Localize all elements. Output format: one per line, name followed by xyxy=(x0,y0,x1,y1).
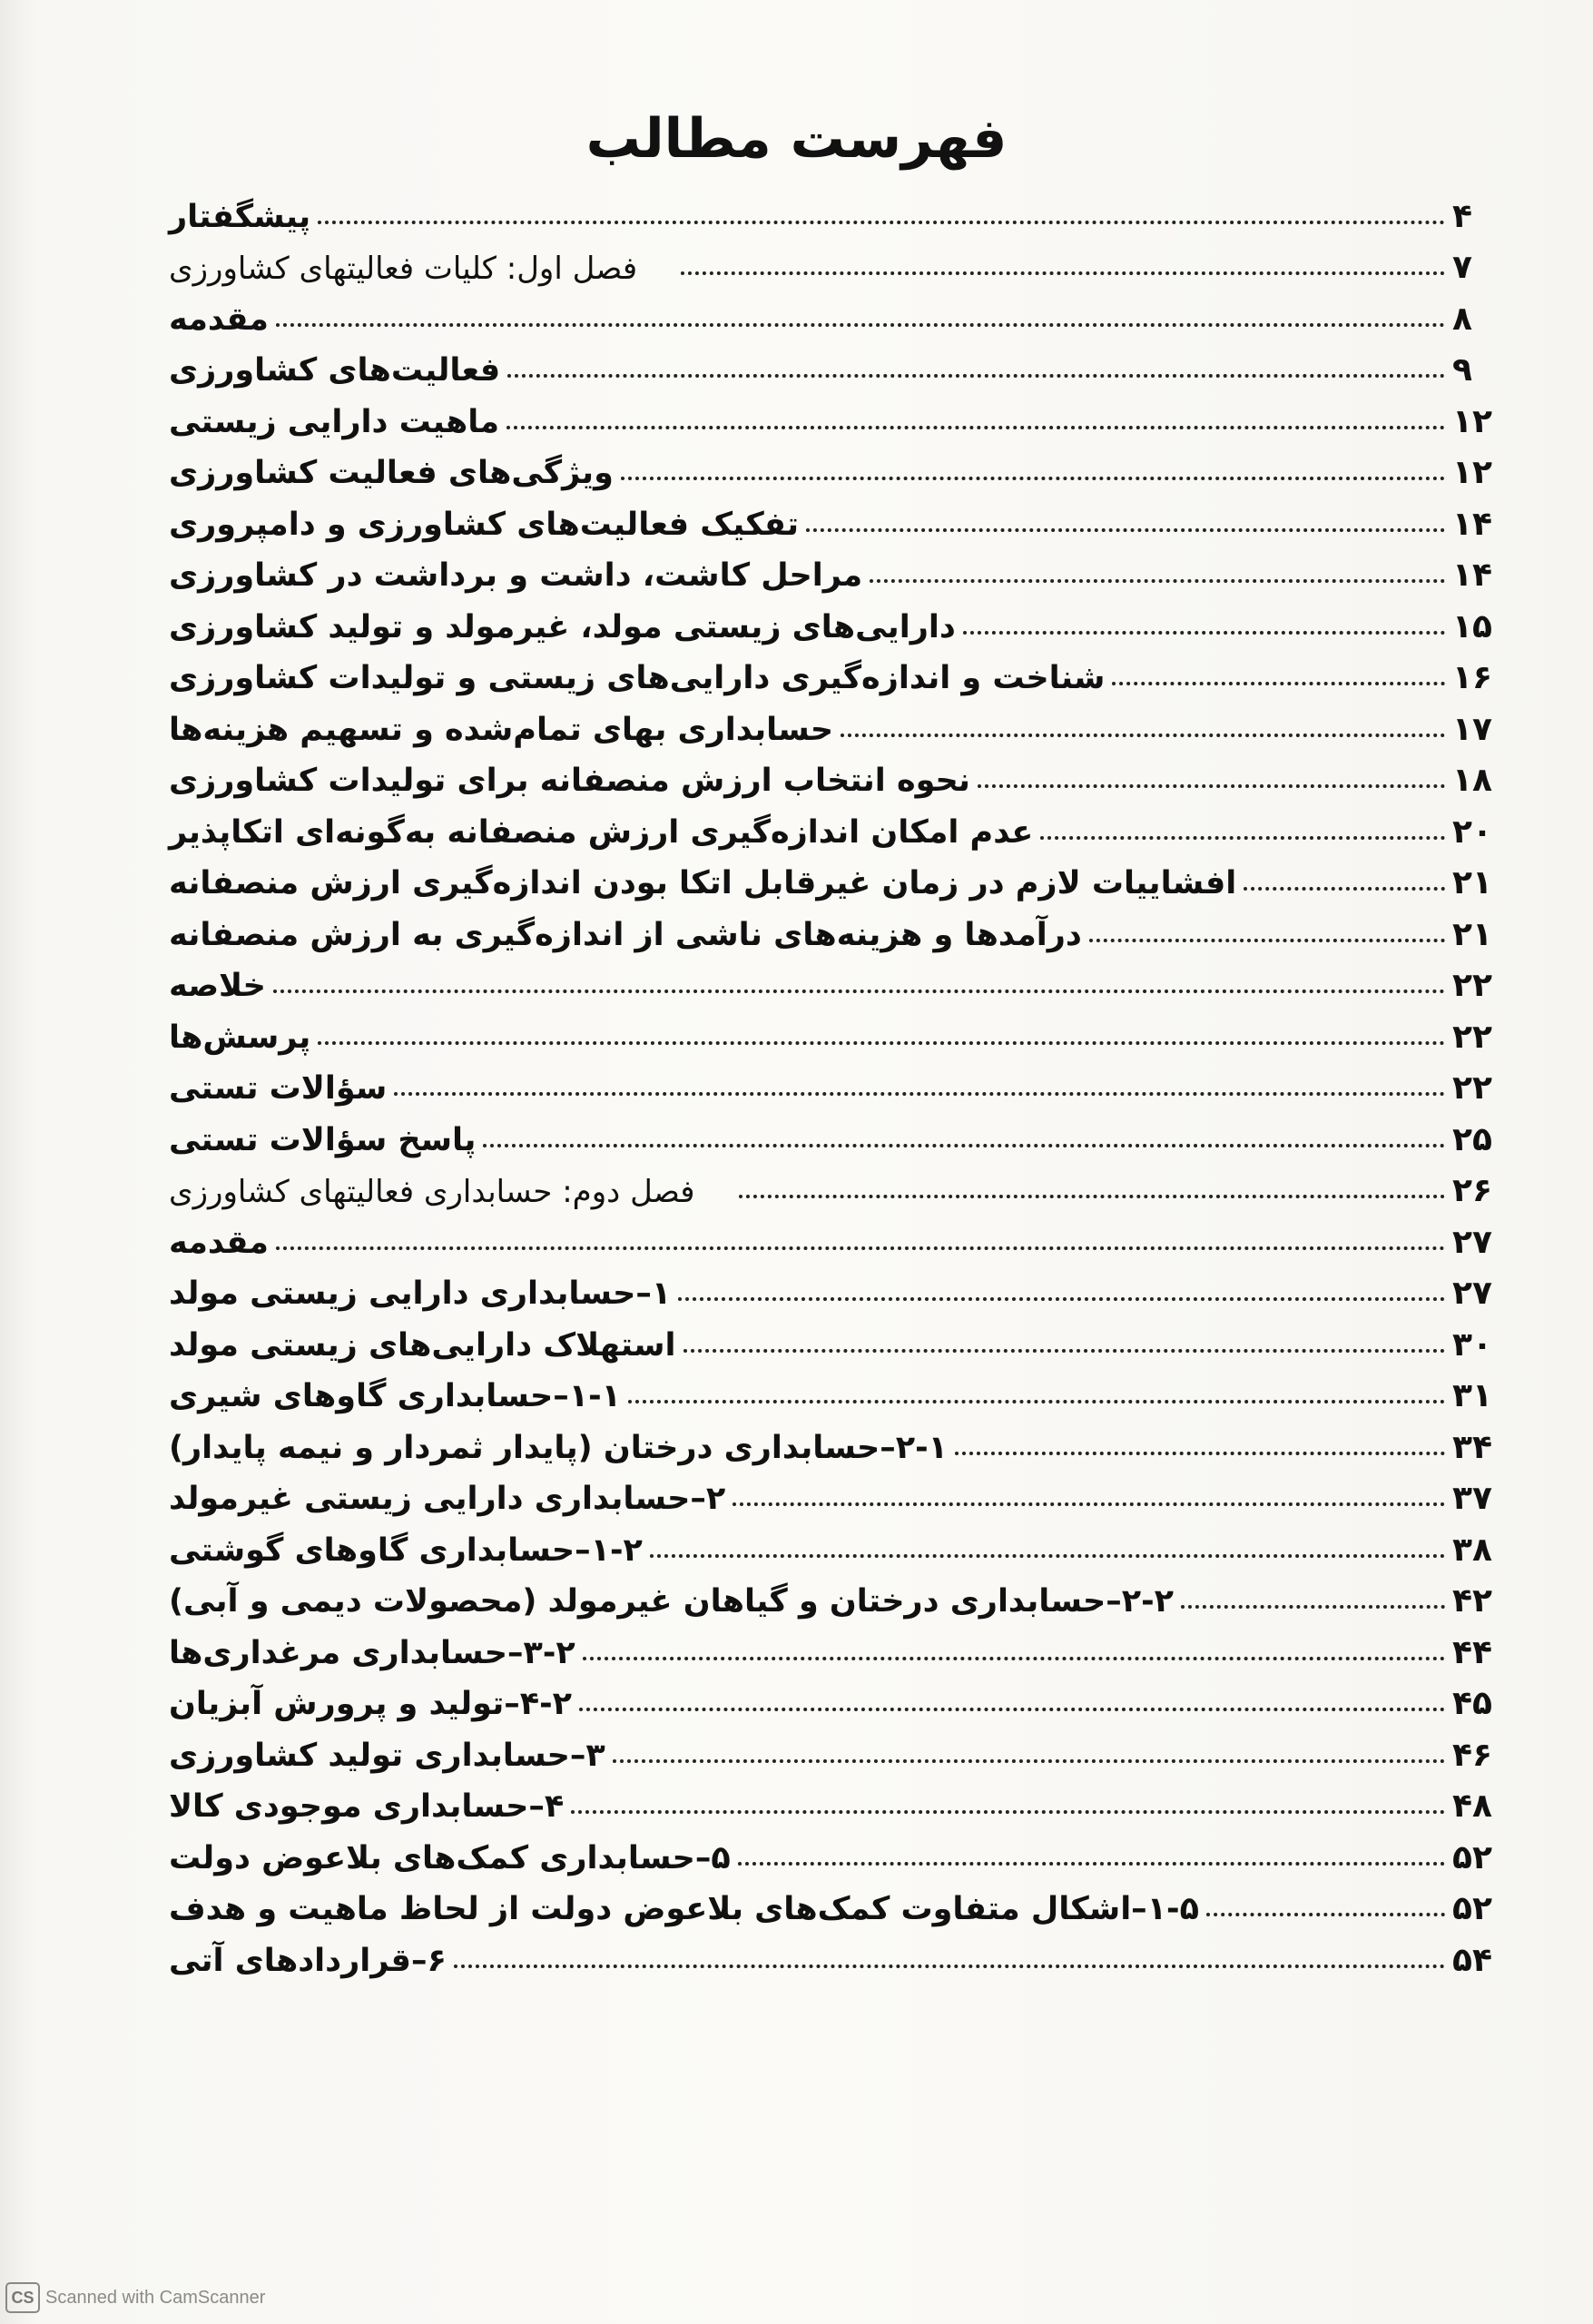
dot-leader xyxy=(978,784,1445,788)
toc-page-number: ۱۶ xyxy=(1452,659,1492,696)
toc-entry xyxy=(163,1105,1507,1157)
toc-entry xyxy=(163,1413,1507,1464)
toc-entry-label: پیشگفتار xyxy=(169,198,311,235)
toc-entry-label: عدم امکان اندازه‌گیری ارزش منصفانه به‌گونه‌ای اتکاپذیر xyxy=(169,813,1034,851)
dot-leader xyxy=(841,734,1445,737)
dot-leader xyxy=(276,323,1445,327)
toc-entry xyxy=(163,1002,1507,1054)
toc-entry-label: شناخت و اندازه‌گیری دارایی‌های زیستی و تولیدات کشاورزی xyxy=(169,660,1106,696)
toc-entry-label: ۱-۲–حسابداری گاوهای گوشتی xyxy=(169,1531,643,1569)
toc-entry-label: مراحل کاشت، داشت و برداشت در کشاورزی xyxy=(169,557,863,594)
toc-entry-label: ۶–قراردادهای آتی xyxy=(169,1942,447,1979)
toc-page-number: ۴۴ xyxy=(1452,1633,1492,1671)
toc-entry-label: تفکیک فعالیت‌های کشاورزی و دامپروری xyxy=(169,506,800,543)
toc-page-number: ۲۰ xyxy=(1452,812,1492,851)
page-title: فهرست مطالب xyxy=(585,107,1008,171)
toc-page-number: ۳۰ xyxy=(1452,1325,1492,1364)
toc-page-number: ۳۸ xyxy=(1452,1531,1492,1569)
toc-entry xyxy=(163,694,1507,746)
dot-leader xyxy=(483,1144,1445,1147)
toc-page-number: ۲۲ xyxy=(1452,1018,1492,1056)
toc-entry-label: ۴–حسابداری موجودی کالا xyxy=(169,1788,565,1825)
toc-entry-label: مقدمه xyxy=(169,300,269,338)
toc-page-number: ۳۴ xyxy=(1452,1428,1492,1466)
toc-entry-label: درآمدها و هزینه‌های ناشی از اندازه‌گیری به ارزش منصفانه xyxy=(169,916,1082,953)
toc-entry-label: ماهیت دارایی زیستی xyxy=(169,403,500,440)
watermark-text: Scanned with CamScanner xyxy=(45,2287,266,2308)
toc-page-number: ۱۴ xyxy=(1452,556,1492,594)
toc-entry xyxy=(163,592,1507,644)
toc-entry-label: ۳–حسابداری تولید کشاورزی xyxy=(169,1737,605,1774)
scanner-watermark xyxy=(5,2282,265,2313)
dot-leader xyxy=(273,990,1445,993)
toc-page-number: ۲۷ xyxy=(1452,1223,1492,1261)
toc-chapter-heading xyxy=(163,233,1507,285)
toc-entry-label: حسابداری بهای تمام‌شده و تسهیم هزینه‌ها xyxy=(169,711,834,748)
toc-entry xyxy=(163,1618,1507,1669)
dot-leader xyxy=(806,528,1445,532)
toc-page-number: ۱۸ xyxy=(1452,762,1492,799)
dot-leader xyxy=(454,1965,1445,1968)
toc-page-number: ۱۲ xyxy=(1452,402,1492,440)
toc-entry xyxy=(163,541,1507,593)
dot-leader xyxy=(571,1810,1445,1814)
toc-entry-label: ۱–حسابداری دارایی زیستی مولد xyxy=(169,1275,672,1312)
toc-entry-label: خلاصه xyxy=(169,968,266,1004)
toc-page-number: ۷ xyxy=(1452,249,1472,286)
toc-entry xyxy=(163,1567,1507,1619)
dot-leader xyxy=(506,426,1445,429)
toc-entry xyxy=(163,387,1507,438)
dot-leader xyxy=(733,1502,1445,1506)
dot-leader xyxy=(583,1657,1445,1660)
dot-leader xyxy=(579,1708,1445,1711)
toc-page-number: ۱۵ xyxy=(1452,607,1492,645)
toc-entry xyxy=(163,182,1507,233)
toc-entry xyxy=(163,284,1507,336)
toc-entry xyxy=(163,1823,1507,1875)
table-of-contents xyxy=(163,182,1507,1977)
toc-entry xyxy=(163,1362,1507,1413)
dot-leader xyxy=(739,1195,1445,1198)
dot-leader xyxy=(276,1246,1445,1250)
dot-leader xyxy=(621,477,1445,480)
toc-entry xyxy=(163,1720,1507,1772)
toc-entry xyxy=(163,1875,1507,1926)
toc-entry-label: افشاییات لازم در زمان غیرقابل اتکا بودن اندازه‌گیری ارزش منصفانه xyxy=(169,865,1237,901)
toc-page-number: ۵۴ xyxy=(1452,1941,1492,1979)
toc-entry-label: استهلاک دارایی‌های زیستی مولد xyxy=(169,1326,676,1364)
toc-entry xyxy=(163,1669,1507,1721)
dot-leader xyxy=(678,1297,1445,1301)
toc-page-number: ۵۲ xyxy=(1452,1838,1492,1876)
toc-page-number: ۲۲ xyxy=(1452,1069,1492,1107)
toc-page-number: ۱۲ xyxy=(1452,454,1492,491)
dot-leader xyxy=(1089,939,1445,942)
dot-leader xyxy=(870,579,1445,583)
dot-leader xyxy=(507,374,1445,378)
dot-leader xyxy=(1040,836,1445,840)
toc-entry xyxy=(163,797,1507,849)
toc-entry-label: ۲-۱–حسابداری درختان (پایدار ثمردار و نیمه پایدار) xyxy=(169,1429,949,1466)
toc-page-number: ۸ xyxy=(1452,300,1472,338)
toc-entry xyxy=(163,1259,1507,1311)
toc-page-number: ۲۷ xyxy=(1452,1275,1492,1312)
toc-page-number: ۲۵ xyxy=(1452,1120,1492,1158)
toc-entry-label: ۲-۲–حسابداری درختان و گیاهان غیرمولد (محصولات دیمی و آبی) xyxy=(169,1583,1175,1620)
toc-page-number: ۱۴ xyxy=(1452,505,1492,543)
toc-page-number: ۴ xyxy=(1452,197,1472,235)
toc-entry xyxy=(163,336,1507,388)
dot-leader xyxy=(613,1759,1445,1763)
toc-entry xyxy=(163,900,1507,951)
toc-entry xyxy=(163,489,1507,541)
toc-entry-label: نحوه انتخاب ارزش منصفانه برای تولیدات کشاورزی xyxy=(169,763,970,799)
toc-page-number: ۴۲ xyxy=(1452,1582,1492,1620)
toc-entry xyxy=(163,438,1507,490)
dot-leader xyxy=(738,1862,1445,1866)
toc-chapter-heading xyxy=(163,1157,1507,1208)
toc-page-number: ۴۵ xyxy=(1452,1685,1492,1722)
toc-entry xyxy=(163,1464,1507,1516)
dot-leader xyxy=(394,1092,1445,1096)
dot-leader xyxy=(1244,887,1445,891)
dot-leader xyxy=(628,1400,1445,1403)
toc-entry xyxy=(163,1772,1507,1824)
toc-entry xyxy=(163,1054,1507,1106)
dot-leader xyxy=(318,1041,1445,1045)
dot-leader xyxy=(1112,682,1445,685)
toc-entry xyxy=(163,746,1507,798)
toc-entry-label: فصل دوم: حسابداری فعالیتهای کشاورزی xyxy=(169,1174,695,1210)
toc-entry xyxy=(163,849,1507,901)
dot-leader xyxy=(650,1554,1445,1558)
dot-leader xyxy=(963,631,1445,635)
toc-entry-label: ۲–حسابداری دارایی زیستی غیرمولد xyxy=(169,1481,726,1517)
toc-entry-label: فعالیت‌های کشاورزی xyxy=(169,352,501,389)
dot-leader xyxy=(1181,1605,1445,1609)
toc-page-number: ۴۶ xyxy=(1452,1736,1492,1774)
toc-entry-label: ۱-۱–حسابداری گاوهای شیری xyxy=(169,1378,621,1414)
toc-page-number: ۲۱ xyxy=(1452,864,1492,901)
toc-entry xyxy=(163,1515,1507,1567)
toc-page-number: ۳۷ xyxy=(1452,1480,1492,1517)
toc-entry xyxy=(163,951,1507,1003)
toc-entry-label: ۱-۵–اشکال متفاوت کمک‌های بلاعوض دولت از لحاظ ماهیت و هدف xyxy=(169,1891,1199,1927)
dot-leader xyxy=(955,1452,1445,1455)
toc-entry xyxy=(163,1925,1507,1977)
dot-leader xyxy=(683,1349,1446,1353)
toc-page-number: ۴۸ xyxy=(1452,1787,1492,1825)
toc-page-number: ۲۶ xyxy=(1452,1172,1492,1209)
toc-page-number: ۱۷ xyxy=(1452,710,1492,748)
toc-entry-label: ۳-۲–حسابداری مرغداری‌ها xyxy=(169,1634,575,1671)
toc-entry xyxy=(163,644,1507,695)
toc-page-number: ۳۱ xyxy=(1452,1377,1492,1414)
toc-entry-label: سؤالات تستی xyxy=(169,1070,388,1107)
toc-entry-label: پرسش‌ها xyxy=(169,1019,311,1056)
toc-page-number: ۹ xyxy=(1452,351,1472,389)
dot-leader xyxy=(1206,1913,1445,1916)
toc-page-number: ۲۲ xyxy=(1452,967,1492,1004)
dot-leader xyxy=(318,221,1445,224)
toc-entry-label: دارایی‌های زیستی مولد، غیرمولد و تولید کشاورزی xyxy=(169,608,956,645)
toc-page-number: ۵۲ xyxy=(1452,1890,1492,1927)
toc-entry xyxy=(163,1310,1507,1362)
toc-entry-label: فصل اول: کلیات فعالیتهای کشاورزی xyxy=(169,251,638,287)
dot-leader xyxy=(681,271,1445,275)
toc-entry xyxy=(163,1207,1507,1259)
toc-page-number: ۲۱ xyxy=(1452,915,1492,953)
toc-entry-label: ۴-۲–تولید و پرورش آبزیان xyxy=(169,1686,572,1722)
toc-entry-label: پاسخ سؤالات تستی xyxy=(169,1121,477,1158)
toc-entry-label: ۵–حسابداری کمک‌های بلاعوض دولت xyxy=(169,1839,731,1876)
camscanner-logo-icon: CS xyxy=(5,2282,40,2313)
toc-entry-label: مقدمه xyxy=(169,1224,269,1261)
toc-entry-label: ویژگی‌های فعالیت کشاورزی xyxy=(169,455,614,491)
